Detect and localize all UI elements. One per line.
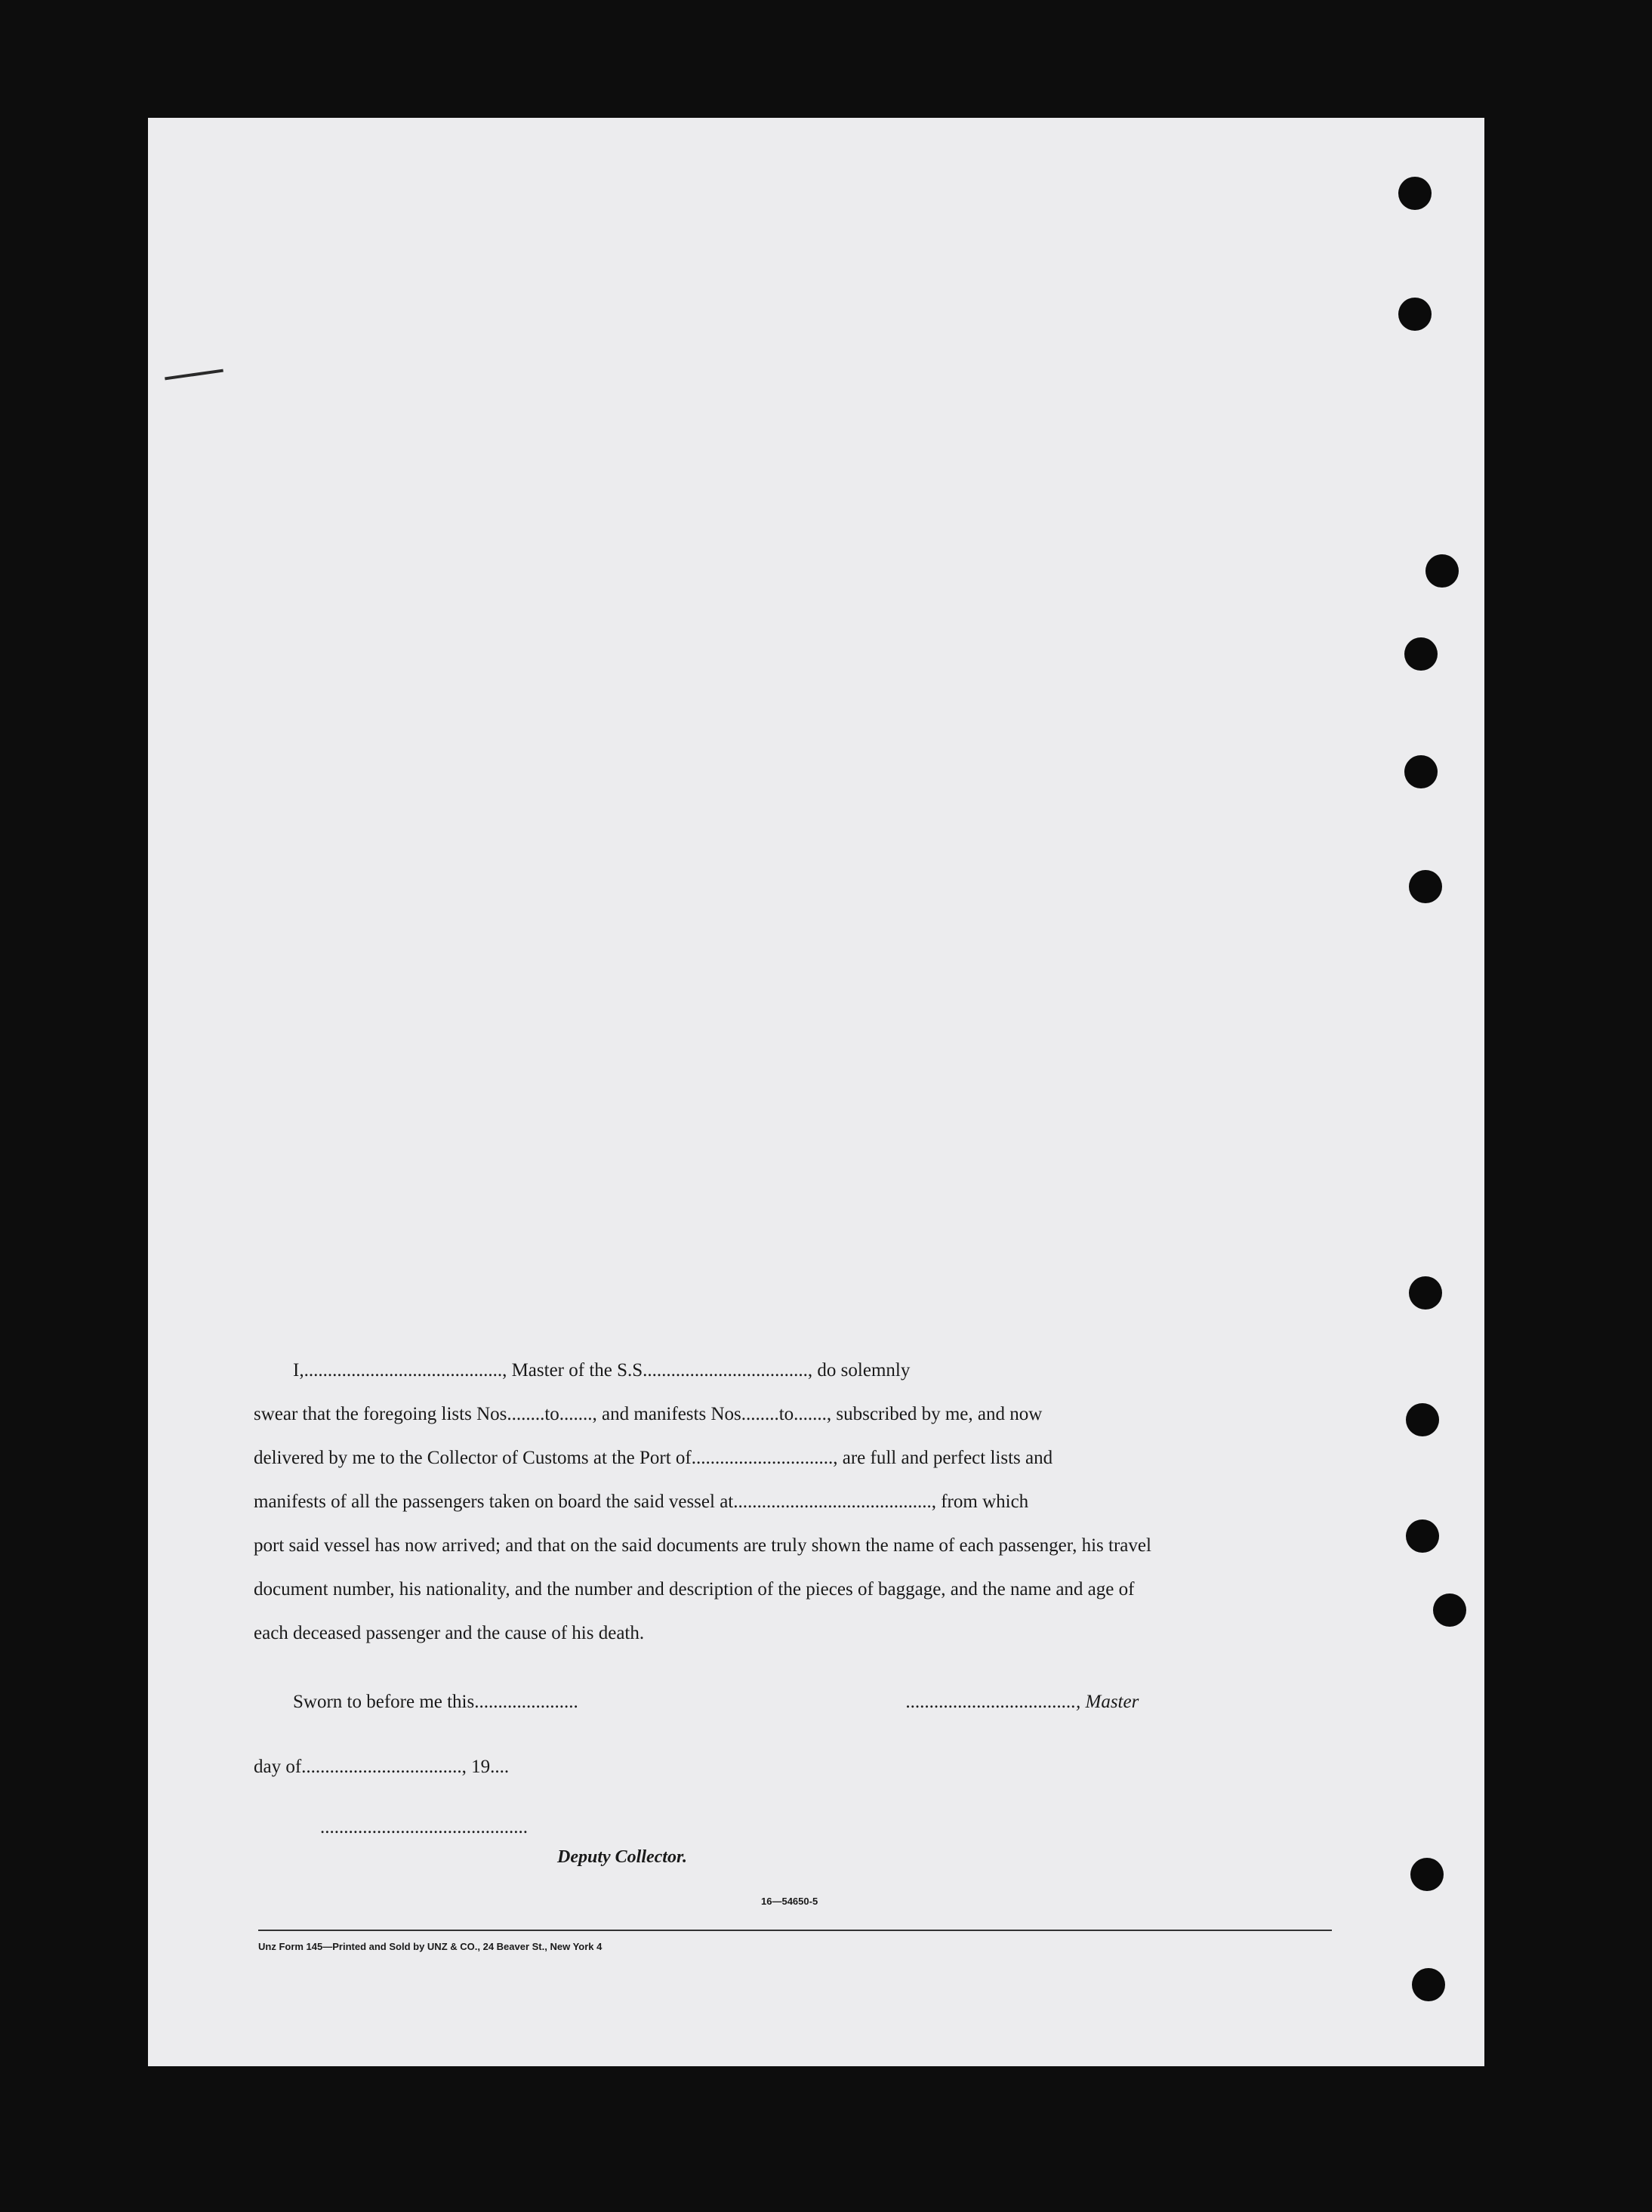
punch-hole bbox=[1404, 637, 1438, 671]
punch-hole bbox=[1409, 870, 1442, 903]
punch-hole bbox=[1409, 1276, 1442, 1310]
punch-hole bbox=[1398, 177, 1432, 210]
oath-line: delivered by me to the Collector of Customs at the Port of.............................., are full and perfect lists and bbox=[254, 1448, 1053, 1468]
punch-hole bbox=[1412, 1968, 1445, 2001]
punch-hole bbox=[1406, 1403, 1439, 1436]
day-line: day of.................................., 19.... bbox=[254, 1757, 510, 1777]
punch-hole bbox=[1410, 1858, 1444, 1891]
deputy-collector-label: Deputy Collector. bbox=[557, 1847, 687, 1867]
deputy-collector-signature-line: ............................................ bbox=[320, 1817, 528, 1837]
oath-line: port said vessel has now arrived; and that on the said documents are truly shown the name of each passenger, his travel bbox=[254, 1535, 1151, 1556]
sworn-line: Sworn to before me this...................... bbox=[293, 1692, 578, 1712]
master-signature-line: ...................................., Master bbox=[906, 1692, 1139, 1712]
oath-line: manifests of all the passengers taken on board the said vessel at.........................................., from which bbox=[254, 1492, 1029, 1512]
oath-paragraph bbox=[254, 1349, 1330, 1655]
printer-footer: Unz Form 145—Printed and Sold by UNZ & CO., 24 Beaver St., New York 4 bbox=[258, 1941, 603, 1952]
oath-line: I,.........................................., Master of the S.S..................................., do solemnly bbox=[293, 1360, 911, 1381]
footer-rule bbox=[258, 1930, 1332, 1931]
punch-hole bbox=[1404, 755, 1438, 788]
form-code: 16—54650-5 bbox=[761, 1896, 818, 1907]
oath-line: each deceased passenger and the cause of his death. bbox=[254, 1623, 645, 1643]
punch-hole bbox=[1398, 298, 1432, 331]
oath-line: swear that the foregoing lists Nos........to......., and manifests Nos........to......., subscribed by me, and now bbox=[254, 1404, 1043, 1424]
oath-line: document number, his nationality, and the number and description of the pieces of baggage, and the name and age of bbox=[254, 1579, 1135, 1600]
punch-hole bbox=[1406, 1519, 1439, 1553]
punch-hole bbox=[1433, 1593, 1466, 1627]
punch-hole bbox=[1425, 554, 1459, 588]
